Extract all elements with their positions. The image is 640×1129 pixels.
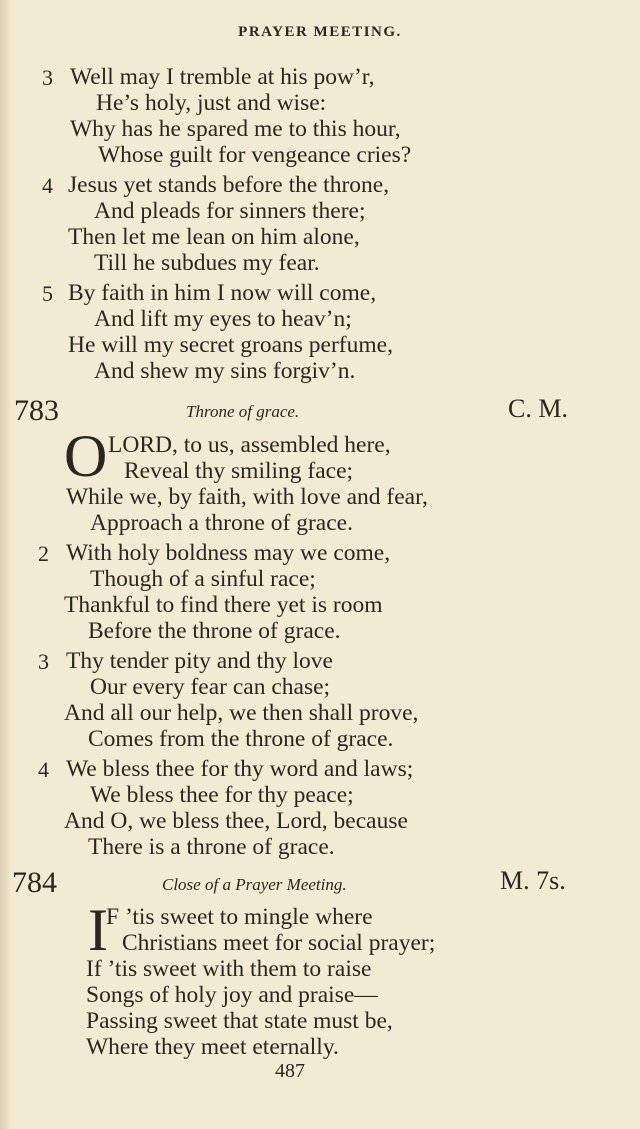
- verse-line: Jesus yet stands before the throne,: [68, 172, 390, 198]
- verse-line: LORD, to us, assembled here,: [108, 432, 391, 458]
- stanza-number: 3: [42, 65, 53, 90]
- verse-line: He will my secret groans perfume,: [68, 332, 393, 358]
- verse-line: Before the throne of grace.: [88, 618, 341, 644]
- verse-line: Our every fear can chase;: [90, 674, 331, 700]
- verse-line: And lift my eyes to heav’n;: [94, 306, 352, 332]
- stanza-number: 5: [42, 281, 53, 306]
- verse-line: Why has he spared me to this hour,: [70, 116, 401, 142]
- stanza-number: 4: [42, 173, 53, 198]
- verse-line: And O, we bless thee, Lord, because: [64, 808, 408, 834]
- verse-line: Reveal thy smiling face;: [124, 458, 354, 484]
- hymn-number: 783: [14, 394, 59, 427]
- verse-line: With holy boldness may we come,: [66, 540, 391, 566]
- verse-line: We bless thee for thy peace;: [90, 782, 354, 808]
- verse-line: There is a throne of grace.: [88, 834, 335, 860]
- hymn-meter: C. M.: [508, 394, 568, 423]
- running-head: PRAYER MEETING.: [238, 24, 402, 40]
- page-number: 487: [275, 1060, 305, 1082]
- verse-line: While we, by faith, with love and fear,: [66, 484, 428, 510]
- hymn-number: 784: [12, 866, 57, 899]
- hymn-title: Close of a Prayer Meeting.: [162, 875, 347, 894]
- drop-cap: O: [64, 423, 108, 489]
- verse-line: Comes from the throne of grace.: [88, 726, 394, 752]
- verse-line: Approach a throne of grace.: [90, 510, 353, 536]
- stanza-number: 4: [38, 757, 49, 782]
- verse-line: And all our help, we then shall prove,: [64, 700, 419, 726]
- verse-line: Passing sweet that state must be,: [86, 1008, 393, 1034]
- verse-line: Well may I tremble at his pow’r,: [70, 64, 375, 90]
- hymn-title: Throne of grace.: [186, 402, 300, 421]
- verse-line: Though of a sinful race;: [90, 566, 316, 592]
- verse-line: Christians meet for social prayer;: [122, 930, 436, 956]
- verse-line: F ’tis sweet to mingle where: [106, 904, 373, 930]
- verse-line: Songs of holy joy and praise—: [86, 982, 378, 1008]
- verse-line: Whose guilt for vengeance cries?: [98, 142, 412, 168]
- verse-line: Where they meet eternally.: [86, 1034, 339, 1060]
- stanza-number: 2: [38, 541, 49, 566]
- hymn-meter: M. 7s.: [500, 866, 566, 895]
- verse-line: Till he subdues my fear.: [94, 250, 320, 276]
- verse-line: By faith in him I now will come,: [68, 280, 377, 306]
- verse-line: If ’tis sweet with them to raise: [86, 956, 372, 982]
- page-binding-edge: [0, 0, 10, 1129]
- stanza-number: 3: [38, 649, 49, 674]
- verse-line: And pleads for sinners there;: [94, 198, 366, 224]
- drop-cap: I: [88, 897, 108, 963]
- verse-line: Thankful to find there yet is room: [64, 592, 383, 618]
- verse-line: Thy tender pity and thy love: [66, 648, 333, 674]
- verse-line: We bless thee for thy word and laws;: [66, 756, 414, 782]
- verse-line: He’s holy, just and wise:: [96, 90, 327, 116]
- verse-line: Then let me lean on him alone,: [68, 224, 360, 250]
- verse-line: And shew my sins forgiv’n.: [94, 358, 356, 384]
